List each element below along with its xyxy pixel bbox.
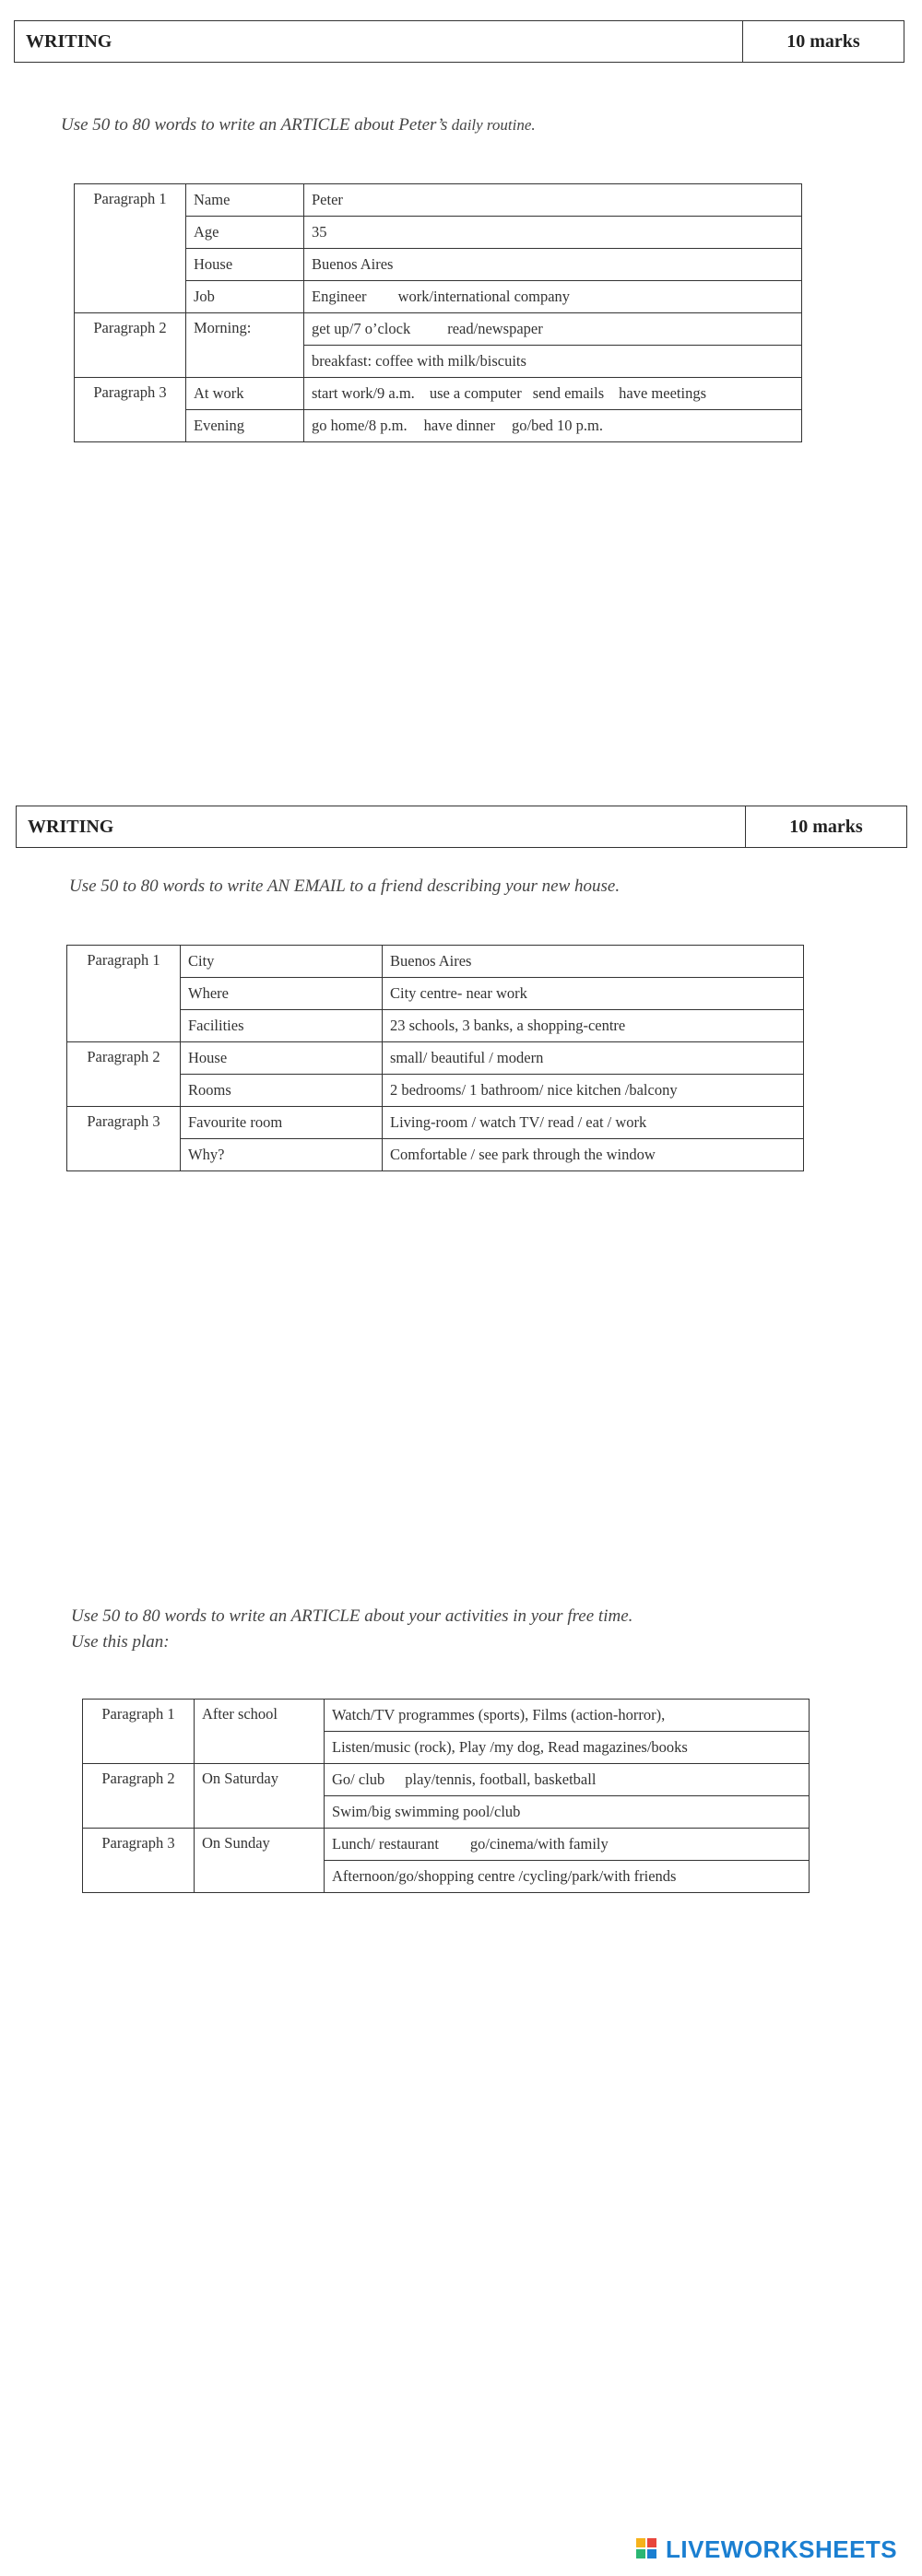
label-cell: Facilities <box>181 1010 383 1042</box>
section2-title: WRITING <box>17 806 746 847</box>
label-cell: City <box>181 946 383 978</box>
content-cell: go home/8 p.m. have dinner go/bed 10 p.m. <box>304 410 802 442</box>
label-cell: Morning: <box>186 313 304 378</box>
section2-plan-table <box>66 945 804 1171</box>
content-cell: Peter <box>304 184 802 217</box>
content-cell: Lunch/ restaurant go/cinema/with family <box>325 1829 810 1861</box>
label-cell: Job <box>186 281 304 313</box>
label-cell: Evening <box>186 410 304 442</box>
content-cell: Buenos Aires <box>304 249 802 281</box>
content-cell: Engineer work/international company <box>304 281 802 313</box>
label-cell: Favourite room <box>181 1107 383 1139</box>
liveworksheets-logo-icon <box>636 2536 660 2562</box>
content-cell: Swim/big swimming pool/club <box>325 1796 810 1829</box>
para-cell: Paragraph 2 <box>83 1764 195 1829</box>
label-cell: Rooms <box>181 1075 383 1107</box>
section1-marks: 10 marks <box>786 30 860 52</box>
content-cell: City centre- near work <box>383 978 804 1010</box>
content-cell: small/ beautiful / modern <box>383 1042 804 1075</box>
content-cell: Comfortable / see park through the window <box>383 1139 804 1171</box>
label-cell: Name <box>186 184 304 217</box>
table-row <box>83 1764 810 1796</box>
content-cell: Go/ club play/tennis, football, basketball <box>325 1764 810 1796</box>
section1-instruction: Use 50 to 80 words to write an ARTICLE about Peter’s daily routine. <box>61 115 536 135</box>
content-cell: Living-room / watch TV/ read / eat / work <box>383 1107 804 1139</box>
liveworksheets-brand: LIVEWORKSHEETS <box>666 2535 898 2563</box>
table-row <box>75 378 802 410</box>
table-row <box>83 1700 810 1732</box>
table-row <box>67 1107 804 1139</box>
section2-header <box>16 806 907 848</box>
content-cell: Afternoon/go/shopping centre /cycling/park/with friends <box>325 1861 810 1893</box>
label-cell: Where <box>181 978 383 1010</box>
para-cell: Paragraph 3 <box>67 1107 181 1171</box>
para-cell: Paragraph 2 <box>75 313 186 378</box>
para-cell: Paragraph 2 <box>67 1042 181 1107</box>
content-cell: 2 bedrooms/ 1 bathroom/ nice kitchen /balcony <box>383 1075 804 1107</box>
label-cell: Why? <box>181 1139 383 1171</box>
content-cell: breakfast: coffee with milk/biscuits <box>304 346 802 378</box>
table-row <box>67 1042 804 1075</box>
content-cell: Buenos Aires <box>383 946 804 978</box>
section2-instruction: Use 50 to 80 words to write AN EMAIL to a friend describing your new house. <box>69 876 621 896</box>
table-row <box>75 184 802 217</box>
content-cell: 35 <box>304 217 802 249</box>
content-cell: 23 schools, 3 banks, a shopping-centre <box>383 1010 804 1042</box>
para-cell: Paragraph 3 <box>75 378 186 442</box>
label-cell: House <box>186 249 304 281</box>
label-cell: After school <box>195 1700 325 1764</box>
label-cell: On Saturday <box>195 1764 325 1829</box>
table-row <box>83 1829 810 1861</box>
content-cell: get up/7 o’clock read/newspaper <box>304 313 802 346</box>
label-cell: At work <box>186 378 304 410</box>
table-row <box>67 946 804 978</box>
para-cell: Paragraph 1 <box>67 946 181 1042</box>
section3-instruction: Use 50 to 80 words to write an ARTICLE about your activities in your free time. Use this plan: <box>71 1606 633 1652</box>
label-cell: Age <box>186 217 304 249</box>
para-cell: Paragraph 3 <box>83 1829 195 1893</box>
section1-title: WRITING <box>15 21 743 62</box>
liveworksheets-logo[interactable] <box>636 2534 922 2565</box>
content-cell: Watch/TV programmes (sports), Films (action-horror), <box>325 1700 810 1732</box>
content-cell: Listen/music (rock), Play /my dog, Read magazines/books <box>325 1732 810 1764</box>
para-cell: Paragraph 1 <box>83 1700 195 1764</box>
content-cell: start work/9 a.m. use a computer send emails have meetings <box>304 378 802 410</box>
section3-plan-table <box>82 1699 810 1893</box>
section2-marks: 10 marks <box>789 816 863 837</box>
section1-header <box>14 20 904 63</box>
table-row <box>75 313 802 346</box>
para-cell: Paragraph 1 <box>75 184 186 313</box>
label-cell: House <box>181 1042 383 1075</box>
section1-plan-table <box>74 183 802 442</box>
label-cell: On Sunday <box>195 1829 325 1893</box>
